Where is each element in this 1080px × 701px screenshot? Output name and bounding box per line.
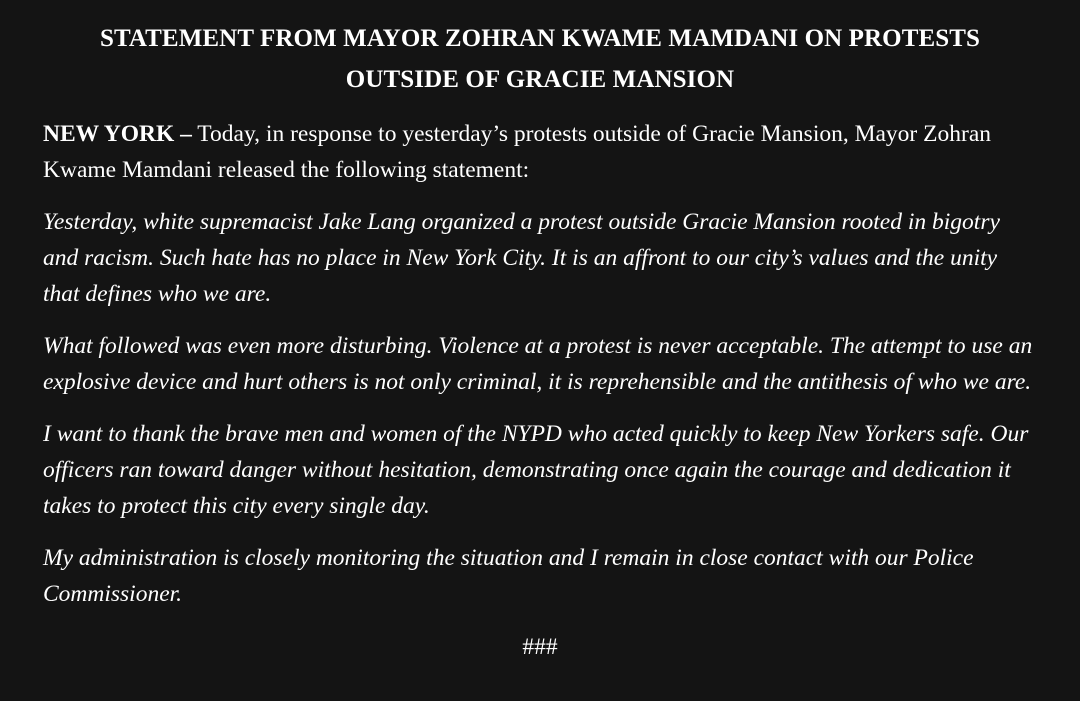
quote-paragraph-2: What followed was even more disturbing. Violence at a protest is never acceptable. The attempt to use an explosive device and hurt others is not only criminal, it is reprehensible and the antithesis of who we are. [43, 333, 1033, 395]
end-mark: ### [522, 634, 558, 660]
quote-paragraph-3: I want to thank the brave men and women of the NYPD who acted quickly to keep New Yorkers safe. Our officers ran toward danger without hesitation, demonstrating once again the courage and dedication it takes to protect this city every single day. [43, 421, 1029, 519]
intro-text: Today, in response to yesterday’s protests outside of Gracie Mansion, Mayor Zohran Kwame Mamdani released the following statement: [43, 121, 991, 183]
quote-paragraph-4: My administration is closely monitoring the situation and I remain in close contact with our Police Commissioner. [43, 545, 974, 607]
quote-paragraph-1: Yesterday, white supremacist Jake Lang organized a protest outside Gracie Mansion rooted in bigotry and racism. Such hate has no place in New York City. It is an affront to our city’s values and the unity that defines who we are. [43, 209, 1000, 307]
statement-title: STATEMENT FROM MAYOR ZOHRAN KWAME MAMDANI ON PROTESTS OUTSIDE OF GRACIE MANSION [99, 25, 981, 93]
dateline: NEW YORK – [43, 121, 192, 147]
intro-paragraph [43, 116, 1037, 188]
